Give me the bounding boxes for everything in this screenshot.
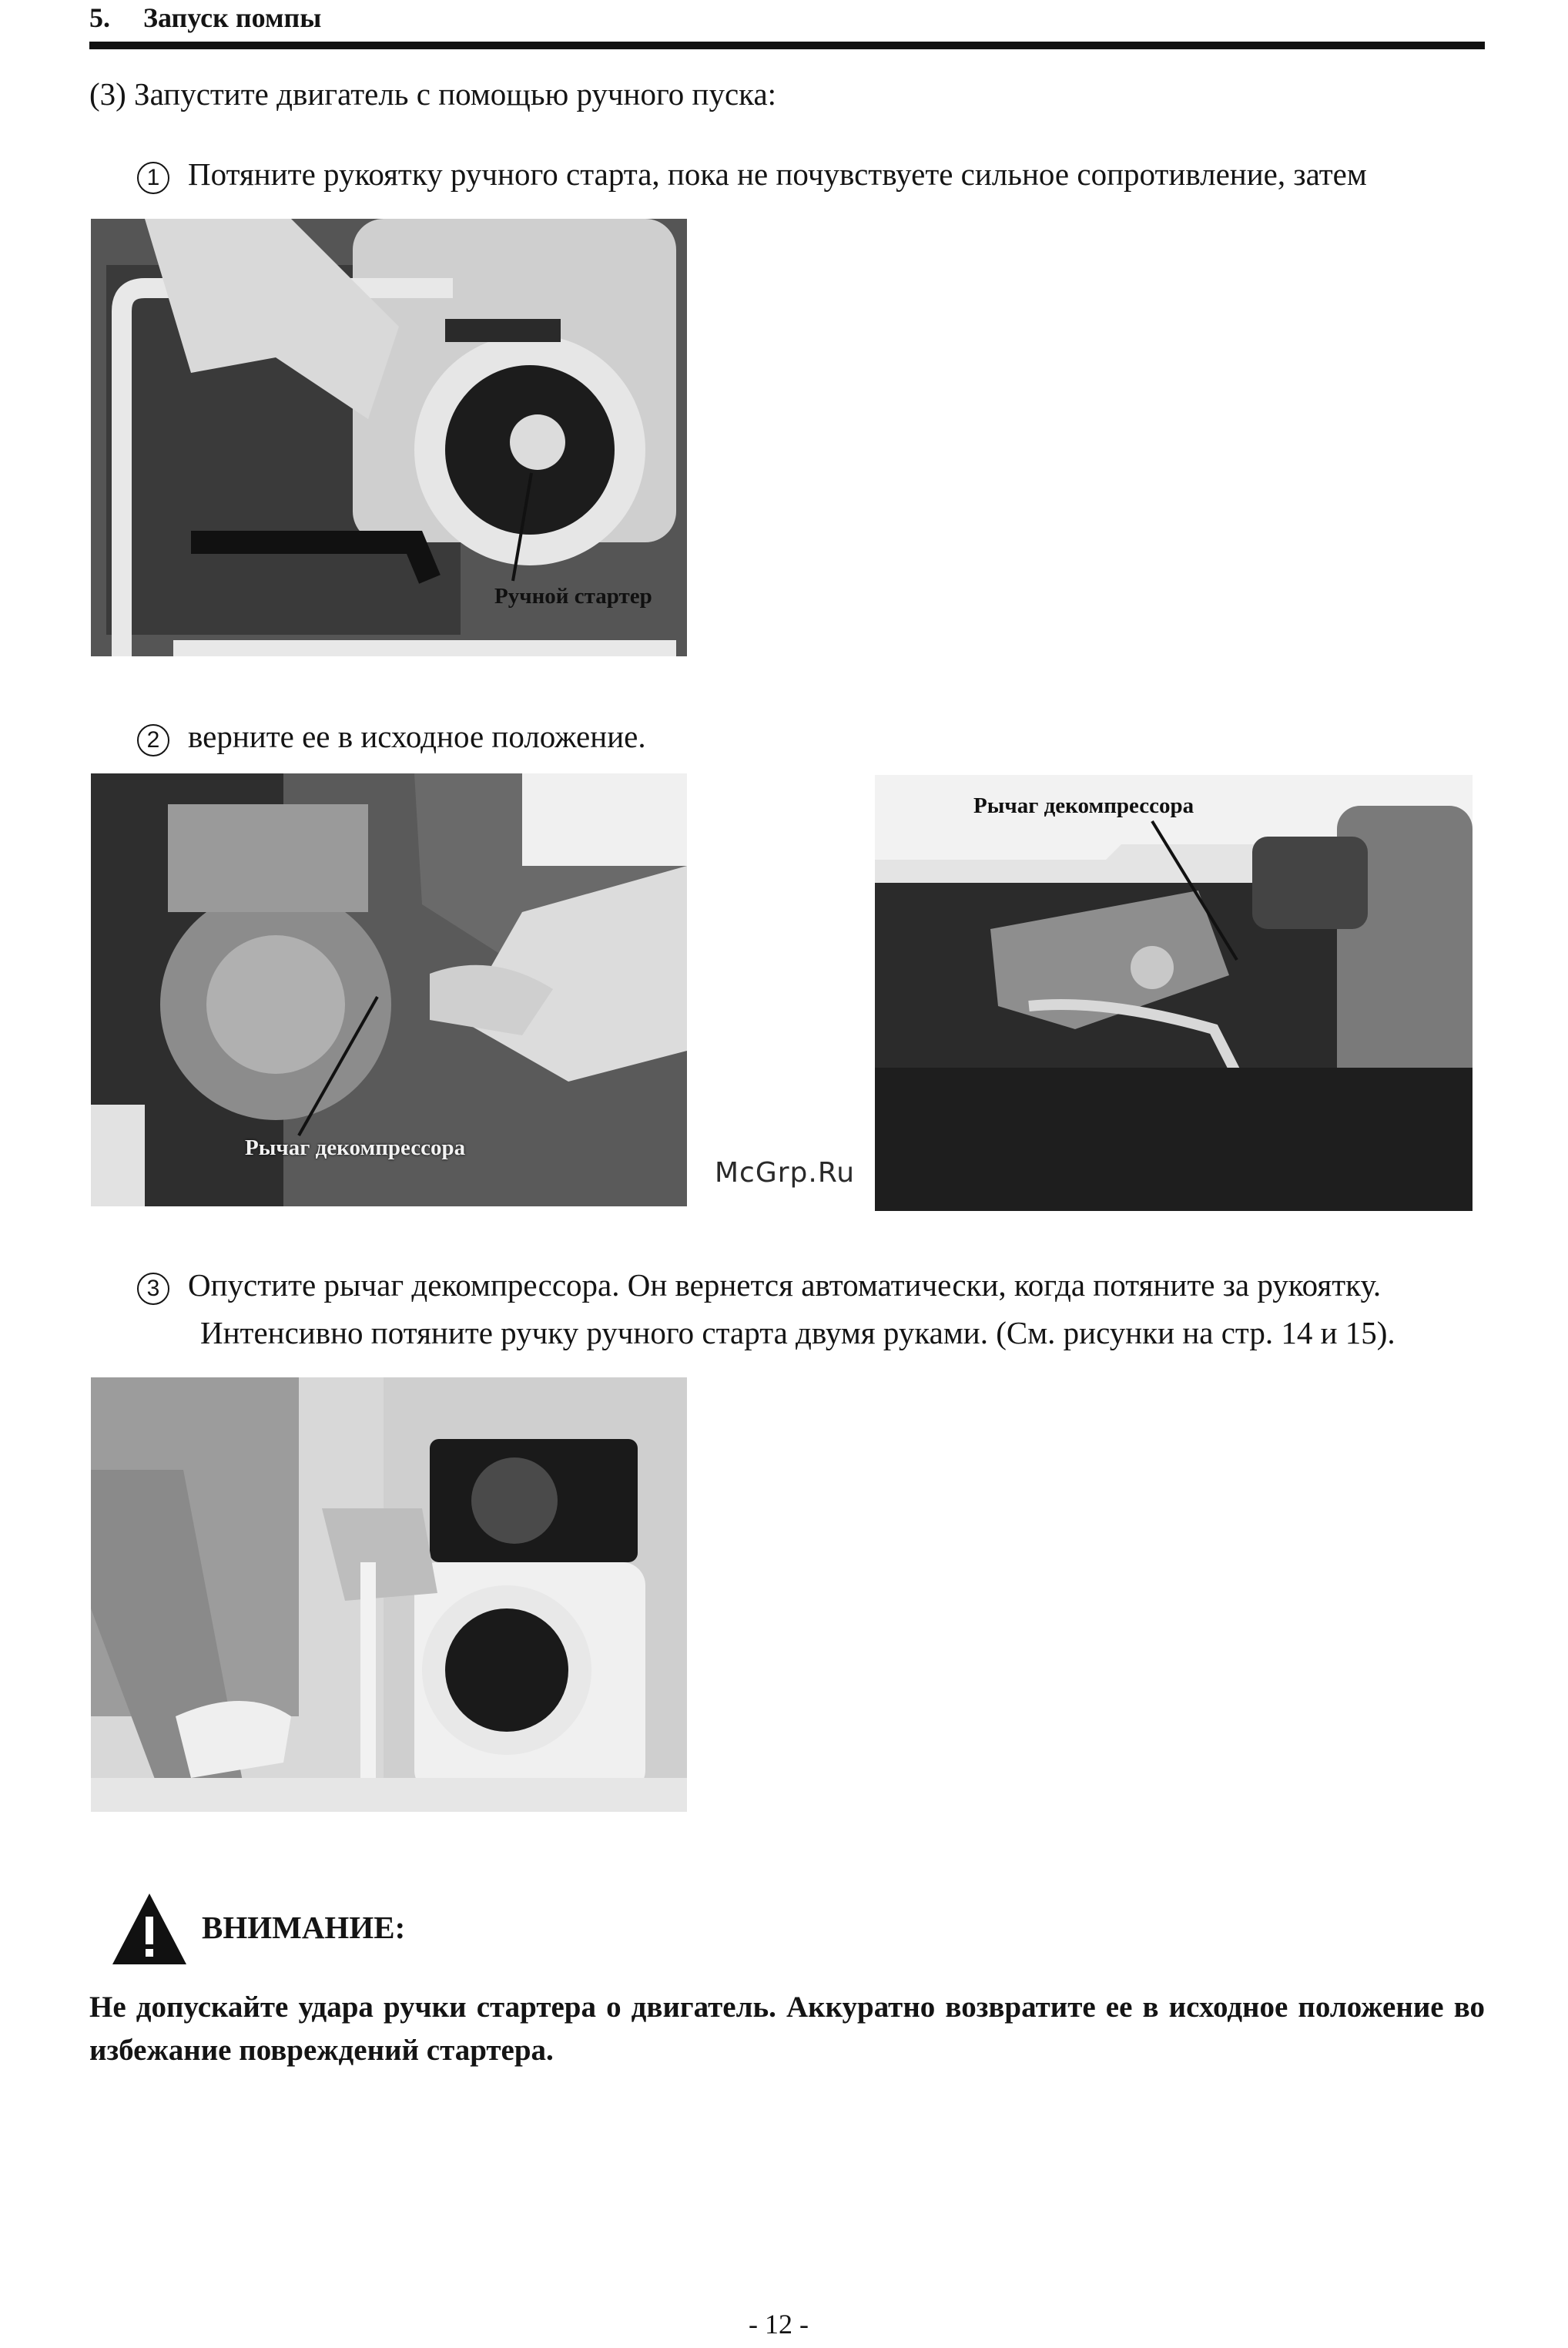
instruction-2-text: верните ее в исходное положение. xyxy=(188,719,646,754)
watermark: McGrp.Ru xyxy=(715,1157,856,1189)
warning-title: ВНИМАНИЕ: xyxy=(202,1910,406,1945)
header-rule xyxy=(89,42,1485,49)
step-number-2: 2 xyxy=(137,724,169,756)
page-number: - 12 - xyxy=(749,2309,809,2340)
section-header xyxy=(89,0,1483,46)
step-intro: (3) Запустите двигатель с помощью ручного пуска: xyxy=(89,76,777,112)
photo2-label: Рычаг декомпрессора xyxy=(245,1135,466,1160)
warning-triangle-icon xyxy=(111,1892,188,1966)
photo-two-hand-start xyxy=(91,1377,687,1812)
instruction-1-text: Потяните рукоятку ручного старта, пока не почувствуете сильное сопротивление, затем xyxy=(188,156,1367,192)
photo-decompressor-closeup xyxy=(875,775,1473,1211)
instruction-3-line2: Интенсивно потяните ручку ручного старта двумя руками. (См. рисунки на стр. 14 и 15). xyxy=(200,1315,1395,1350)
section-number: 5. xyxy=(89,2,110,33)
warning-text: Не допускайте удара ручки стартера о двигатель. Аккуратно возвратите ее в исходное положение во избежание повреждений стартера. xyxy=(89,1991,1485,2067)
instruction-2 xyxy=(137,716,646,756)
instruction-3 xyxy=(137,1265,1381,1305)
step-number-1: 1 xyxy=(137,162,169,194)
step-number-3: 3 xyxy=(137,1273,169,1305)
instruction-1 xyxy=(137,154,1367,194)
photo3-label: Рычаг декомпрессора xyxy=(973,793,1194,818)
instruction-3-line1: Опустите рычаг декомпрессора. Он вернется автоматически, когда потяните за рукоятку. xyxy=(188,1267,1382,1303)
section-title: Запуск помпы xyxy=(143,2,322,33)
photo1-label: Ручной стартер xyxy=(494,584,652,609)
